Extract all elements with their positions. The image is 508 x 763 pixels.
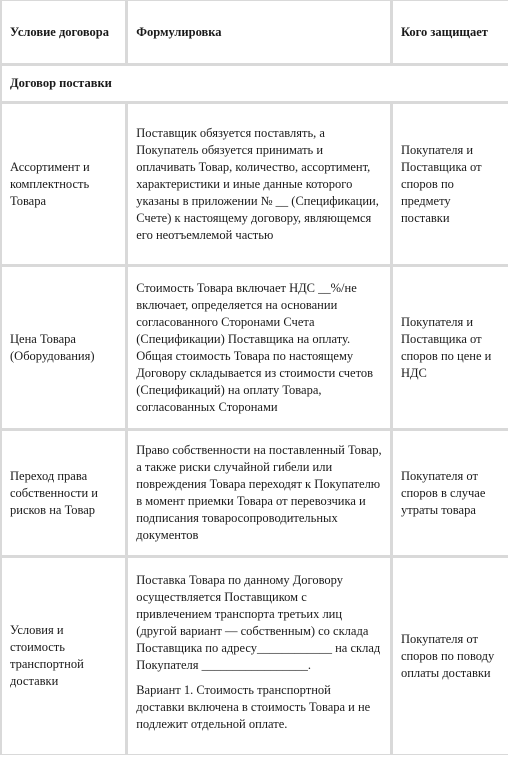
row-wording: Поставщик обязуется поставлять, а Покупатель обязуется принимать и оплачивать Товар, количество, ассортимент, характеристики и иные данные которого указаны в приложении № __ (Спецификации, Счете) к настоящему договору, являющемся его неотъемлемой частью bbox=[126, 102, 391, 265]
row-wording-wrap bbox=[136, 558, 382, 733]
table-row bbox=[0, 265, 508, 429]
section-row bbox=[0, 64, 508, 102]
table-row bbox=[0, 556, 508, 755]
table-header-row bbox=[0, 0, 508, 64]
row-protects: Покупателя от споров по поводу оплаты доставки bbox=[391, 556, 508, 755]
header-protects: Кого защищает bbox=[391, 0, 508, 64]
row-condition: Ассортимент и комплектность Товара bbox=[0, 102, 126, 265]
row-protects: Покупателя и Поставщика от споров по цене и НДС bbox=[391, 265, 508, 429]
row-wording-cell bbox=[126, 556, 391, 755]
paragraph-gap bbox=[136, 674, 382, 682]
row-condition: Переход права собственности и рисков на Товар bbox=[0, 429, 126, 556]
row-wording: Стоимость Товара включает НДС __%/не включает, определяется на основании согласованного Сторонами Счета (Спецификации) Поставщика на оплату. Общая стоимость Товара по настоящему Договору складывается из стоимости счетов (Спецификаций) на оплату Товара, согласованных Сторонами bbox=[126, 265, 391, 429]
row-protects: Покупателя от споров в случае утраты товара bbox=[391, 429, 508, 556]
table-row bbox=[0, 102, 508, 265]
row-wording-variant: Вариант 1. Стоимость транспортной доставки включена в стоимость Товара и не подлежит отдельной оплате. bbox=[136, 683, 371, 731]
row-wording: Право собственности на поставленный Товар, а также риски случайной гибели или повреждения Товара переходят к Покупателю в момент приемки Товара от перевозчика и подписания товаросопроводительных документов bbox=[126, 429, 391, 556]
header-wording: Формулировка bbox=[126, 0, 391, 64]
row-condition: Условия и стоимость транспортной доставки bbox=[0, 556, 126, 755]
row-wording: Поставка Товара по данному Договору осуществляется Поставщиком с привлечением транспорта третьих лиц (другой вариант — собственным) со склада Поставщика по адресу____________ на склад Покупателя _________________. bbox=[136, 573, 381, 672]
row-protects: Покупателя и Поставщика от споров по предмету поставки bbox=[391, 102, 508, 265]
row-condition: Цена Товара (Оборудования) bbox=[0, 265, 126, 429]
header-condition: Условие договора bbox=[0, 0, 126, 64]
table-row bbox=[0, 429, 508, 556]
section-title: Договор поставки bbox=[0, 64, 508, 102]
